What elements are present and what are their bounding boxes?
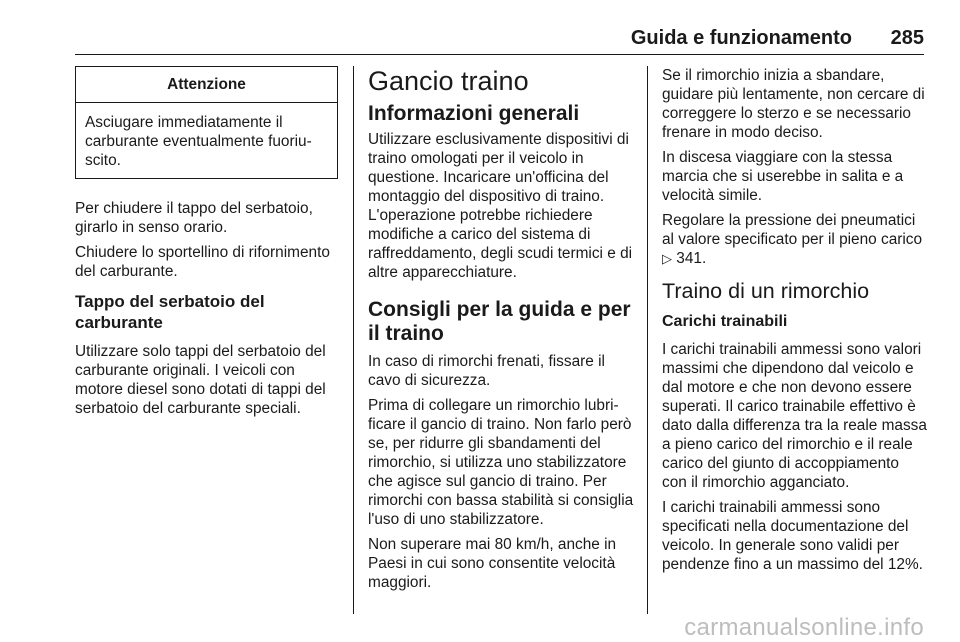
page-reference[interactable]: 341.	[676, 250, 707, 267]
column-right	[662, 66, 928, 580]
paragraph: In caso di rimorchi frenati, fissare il cavo di sicurezza.	[368, 353, 605, 389]
section-heading: Consigli per la guida e per il traino	[368, 298, 631, 345]
paragraph: Utilizzare esclusivamente dispositivi di traino omologati per il veicolo in questione. Incaricare un'officina del montaggio del dispositivo di traino. L'operazione potrebbe richiedere modifiche a carico del sistema di raffreddamento, degli scudi termici e di altre apparecchiature.	[368, 131, 633, 281]
paragraph: Se il rimorchio inizia a sbandare, guidare più lentamente, non cercare di correggere lo sterzo e se necessario frenare in modo deciso.	[662, 67, 925, 141]
paragraph: Per chiudere il tappo del serbatoio, girarlo in senso orario.	[75, 200, 313, 236]
paragraph: Utilizzare solo tappi del serbatoio del carburante originali. I veicoli con motore diesel sono dotati di tappi del serbatoio del carburante speciali.	[75, 343, 326, 417]
chapter-heading: Gancio traino	[368, 66, 529, 96]
paragraph: I carichi trainabili ammessi sono specificati nella documentazione del veicolo. In generale sono validi per pendenze fino a un massimo del 12%.	[662, 499, 923, 573]
warning-body: Asciugare immediatamente il carburante eventualmente fuoriuscito.	[85, 114, 312, 169]
column-left	[75, 66, 338, 424]
warning-box	[75, 66, 338, 179]
page-header	[75, 24, 924, 55]
column-divider	[353, 66, 354, 614]
paragraph	[662, 211, 928, 268]
page-number: 285	[890, 27, 924, 49]
paragraph: Chiudere lo sportellino di rifornimento del carburante.	[75, 244, 330, 280]
section-heading: Informazioni generali	[368, 102, 580, 125]
paragraph: In discesa viaggiare con la stessa marcia che si userebbe in salita e a velocità simile.	[662, 149, 904, 204]
column-middle	[368, 66, 634, 598]
watermark: carmanualsonline.info	[684, 614, 924, 641]
column-divider	[647, 66, 648, 614]
paragraph: Non superare mai 80 km/h, anche in Paesi in cui sono consentite velocità maggiori.	[368, 536, 617, 591]
subsection-heading: Carichi trainabili	[662, 313, 788, 330]
chapter-title: Guida e funzionamento	[630, 27, 852, 49]
warning-title: Attenzione	[76, 67, 337, 103]
paragraph: I carichi trainabili ammessi sono valori massimi che dipendono dal veicolo e dal motore e che non devono essere superati. Il carico trainabile effettivo è dato dalla differenza tra la reale massa a pieno carico del rimorchio e il reale carico del giunto di accoppiamento con il rimorchio agganciato.	[662, 341, 927, 491]
paragraph-text: Regolare la pressione dei pneumatici al valore specificato per il pieno carico	[662, 212, 923, 248]
section-heading: Tappo del serbatoio del carburante	[75, 292, 265, 332]
page-reference-icon: ▷	[662, 251, 672, 266]
paragraph: Prima di collegare un rimorchio lubrificare il gancio di traino. Non farlo però se, per ridurre gli sbandamenti del rimorchio, si utilizza uno stabilizzatore che agisce sul gancio di traino. Per rimorchi con bassa stabilità si consiglia l'uso di uno stabilizzatore.	[368, 397, 634, 528]
section-heading: Traino di un rimorchio	[662, 279, 870, 303]
